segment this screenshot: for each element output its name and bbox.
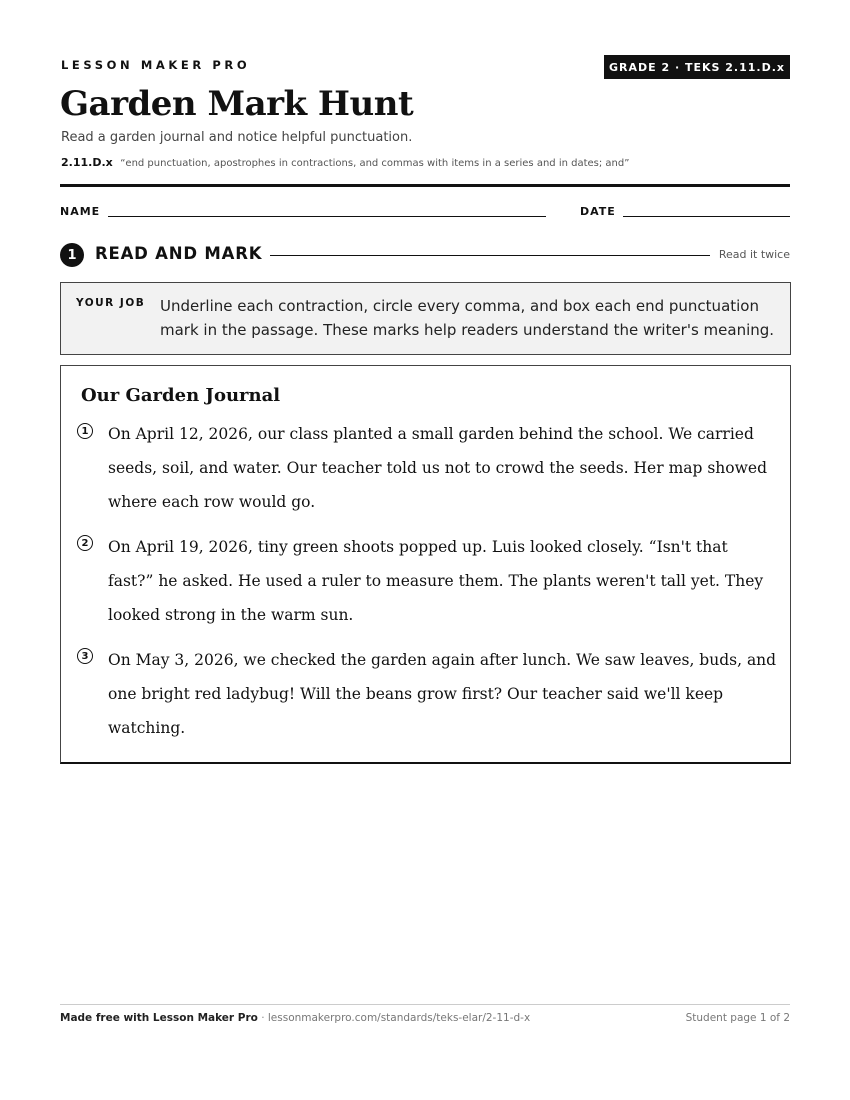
- passage-paragraph: On April 19, 2026, tiny green shoots popped up. Luis looked closely. “Isn't that fast?” he asked. He used a ruler to measure them. The plants weren't tall yet. They looked strong in the warm sun.: [108, 538, 764, 624]
- section-note: Read it twice: [718, 248, 790, 261]
- brand-name: LESSON MAKER PRO: [61, 58, 251, 72]
- header-divider: [60, 184, 790, 187]
- standard-code: 2.11.D.x: [61, 156, 113, 169]
- paragraph-number: 2: [77, 535, 93, 551]
- passage-box: [60, 365, 791, 764]
- standard-line: [61, 156, 629, 169]
- name-label: NAME: [60, 205, 101, 218]
- section-divider: [270, 255, 710, 256]
- date-label: DATE: [580, 205, 616, 218]
- your-job-text: Underline each contraction, circle every comma, and box each end punctuation mark in the passage. These marks help readers understand the writer's meaning.: [160, 297, 775, 339]
- paragraph-number: 3: [77, 648, 93, 664]
- footer-credit: [60, 1012, 530, 1024]
- page-title: Garden Mark Hunt: [60, 84, 414, 124]
- passage-title: Our Garden Journal: [81, 385, 281, 406]
- passage-paragraph: On April 12, 2026, our class planted a small garden behind the school. We carried seeds, soil, and water. Our teacher told us not to crowd the seeds. Her map showed where each row would go.: [108, 425, 767, 511]
- footer-url[interactable]: lessonmakerpro.com/standards/teks-elar/2-11-d-x: [267, 1012, 531, 1024]
- name-field[interactable]: [108, 216, 546, 217]
- page-subtitle: Read a garden journal and notice helpful punctuation.: [61, 130, 413, 145]
- your-job-label: YOUR JOB: [76, 297, 146, 309]
- your-job-box: [60, 282, 791, 355]
- footer-brand: Made free with Lesson Maker Pro: [60, 1012, 258, 1024]
- footer-divider: [60, 1004, 790, 1005]
- passage-paragraph: On May 3, 2026, we checked the garden again after lunch. We saw leaves, buds, and one bright red ladybug! Will the beans grow first? Our teacher said we'll keep watching.: [108, 651, 777, 737]
- standard-text: “end punctuation, apostrophes in contractions, and commas with items in a series and in dates; and”: [120, 158, 630, 169]
- grade-badge: GRADE 2 · TEKS 2.11.D.x: [604, 55, 790, 79]
- section-number: 1: [60, 243, 84, 267]
- footer-separator: ·: [257, 1012, 268, 1024]
- section-title: READ AND MARK: [95, 244, 263, 263]
- date-field[interactable]: [623, 216, 790, 217]
- paragraph-number: 1: [77, 423, 93, 439]
- page-indicator: Student page 1 of 2: [685, 1012, 790, 1024]
